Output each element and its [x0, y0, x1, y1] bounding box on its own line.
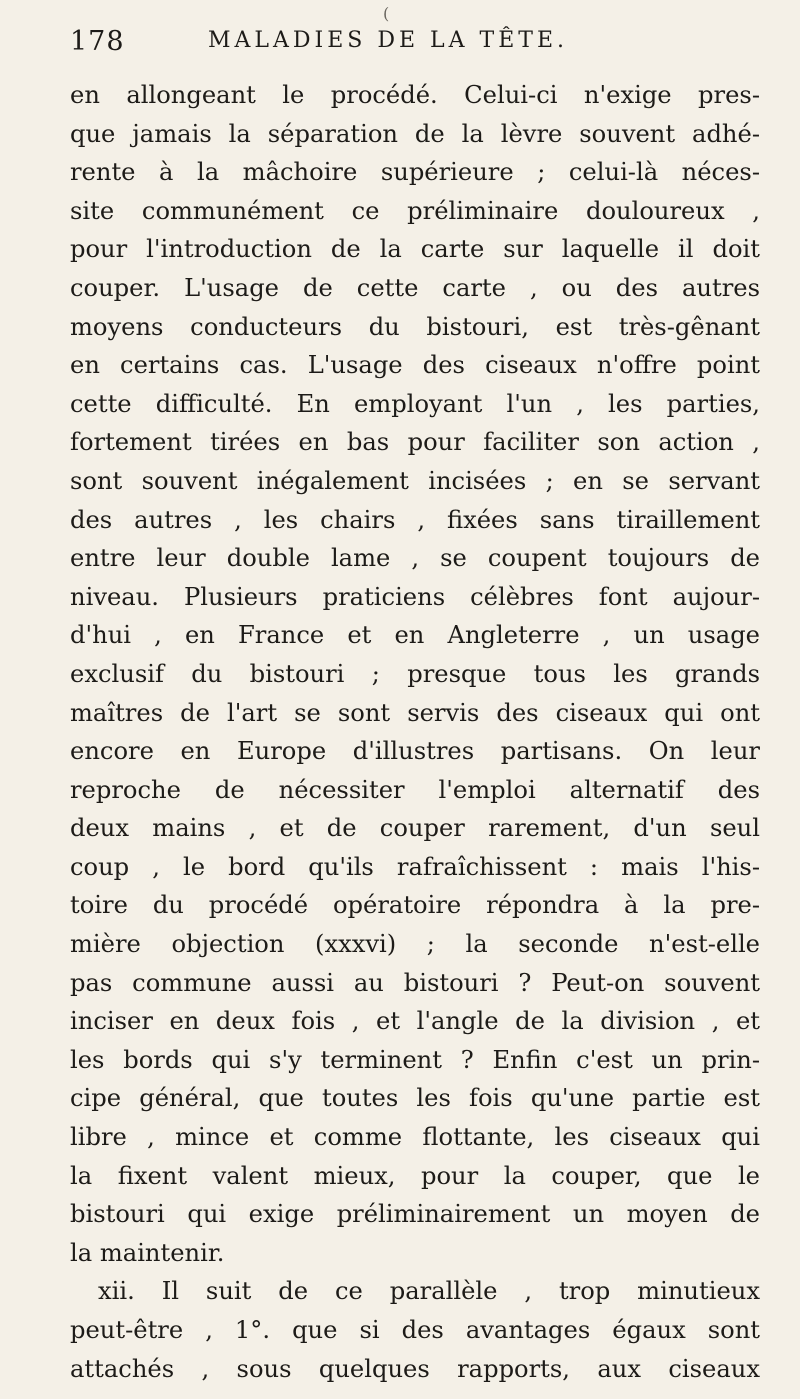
text-line: peut-être , 1°. que si des avantages égaux sont: [70, 1316, 760, 1344]
text-line: libre , mince et comme flottante, les ciseaux qui: [70, 1123, 760, 1152]
text-line: exclusif du bistouri ; presque tous les grands: [70, 659, 760, 688]
text-line: des autres , les chairs , fixées sans tiraillement: [70, 505, 760, 534]
text-line: inciser en deux fois , et l'angle de la division , et: [70, 1007, 760, 1036]
text-line: site communément ce préliminaire douloureux ,: [70, 196, 760, 225]
text-line: en allongeant le procédé. Celui-ci n'exige pres-: [70, 81, 760, 109]
text-line: moyens conducteurs du bistouri, est très-gênant: [70, 312, 760, 341]
text-line: bistouri qui exige préliminairement un moyen de: [70, 1200, 760, 1229]
text-line: pas commune aussi au bistouri ? Peut-on souvent: [70, 968, 760, 997]
page-header: [70, 16, 760, 60]
text-line: entre leur double lame , se coupent toujours de: [70, 544, 760, 573]
text-line: la fixent valent mieux, pour la couper, que le: [70, 1161, 760, 1190]
text-line: maîtres de l'art se sont servis des ciseaux qui ont: [70, 698, 760, 727]
text-line: sont souvent inégalement incisées ; en se servant: [70, 466, 760, 495]
body-text: [70, 76, 760, 1388]
page-number: 178: [70, 26, 125, 57]
text-line: reproche de nécessiter l'emploi alternatif des: [70, 775, 760, 804]
text-line: les bords qui s'y terminent ? Enfin c'est un prin-: [70, 1045, 760, 1074]
text-line: d'hui , en France et en Angleterre , un usage: [70, 621, 760, 650]
text-line: mière objection (xxxvi) ; la seconde n'est-elle: [70, 930, 760, 959]
text-line: pour l'introduction de la carte sur laquelle il doit: [70, 235, 760, 264]
text-line: que jamais la séparation de la lèvre souvent adhé-: [70, 119, 760, 148]
text-line: couper. L'usage de cette carte , ou des autres: [70, 273, 760, 302]
text-line: cette difficulté. En employant l'un , les parties,: [70, 389, 760, 418]
text-line: cipe général, que toutes les fois qu'une partie est: [70, 1084, 760, 1113]
text-line: niveau. Plusieurs praticiens célèbres font aujour-: [70, 582, 760, 611]
text-line: coup , le bord qu'ils rafraîchissent : mais l'his-: [70, 852, 760, 881]
text-line: deux mains , et de couper rarement, d'un seul: [70, 814, 760, 843]
text-line: la maintenir.: [70, 1238, 225, 1267]
text-line: fortement tirées en bas pour faciliter son action ,: [70, 428, 760, 457]
text-line: rente à la mâchoire supérieure ; celui-là néces-: [70, 158, 760, 187]
section-start-line: xii. Il suit de ce parallèle , trop minutieux: [98, 1277, 760, 1306]
top-mark: (: [383, 4, 390, 23]
text-line: attachés , sous quelques rapports, aux ciseaux: [70, 1354, 760, 1383]
text-line: encore en Europe d'illustres partisans. On leur: [70, 737, 760, 766]
text-line: en certains cas. L'usage des ciseaux n'offre point: [70, 351, 760, 380]
running-head: MALADIES DE LA TÊTE.: [208, 28, 569, 53]
text-line: toire du procédé opératoire répondra à la pre-: [70, 891, 760, 920]
